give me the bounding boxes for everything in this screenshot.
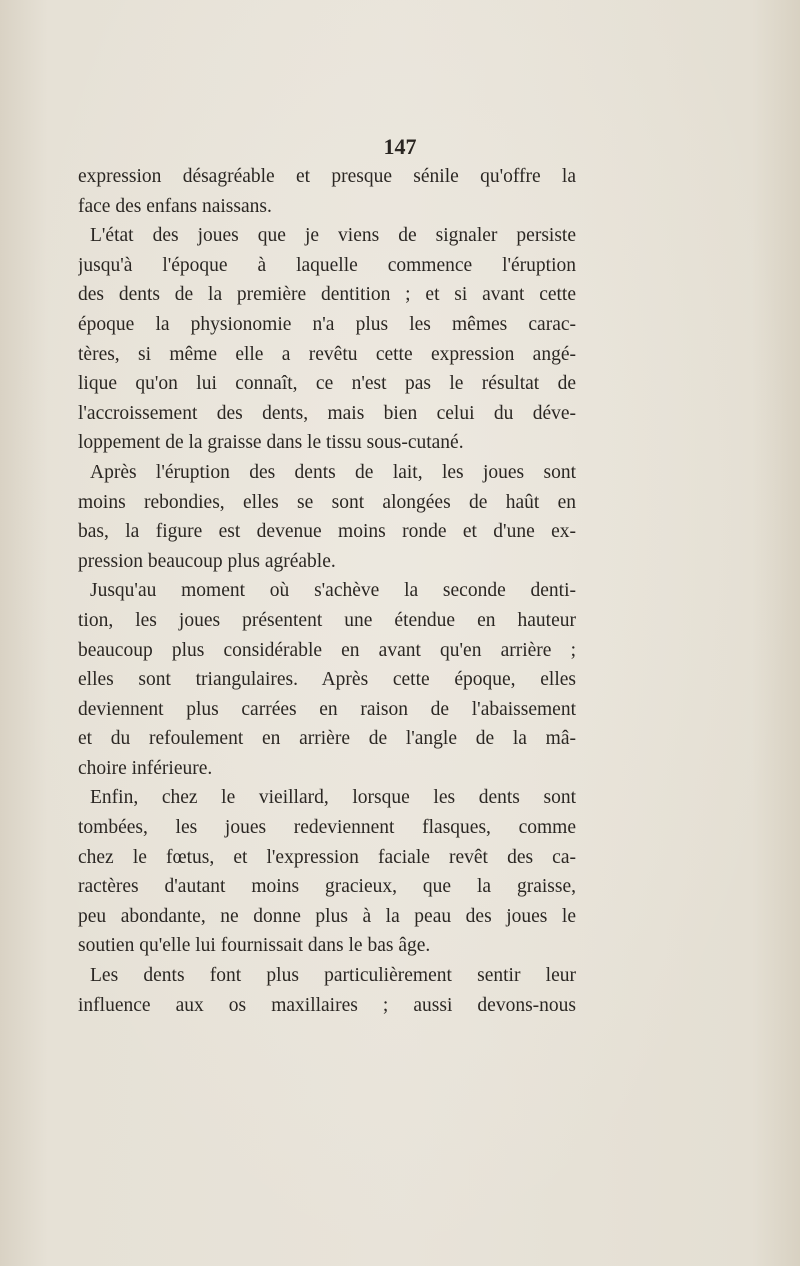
- text-line: Les dents font plus particulièrement sentir leur: [90, 965, 576, 987]
- text-line: face des enfans naissans.: [78, 195, 272, 217]
- text-line: ractères d'autant moins gracieux, que la graisse,: [78, 876, 576, 898]
- text-line: loppement de la graisse dans le tissu sous-cutané.: [78, 432, 464, 454]
- text-line: peu abondante, ne donne plus à la peau des joues le: [78, 905, 576, 927]
- text-line: bas, la figure est devenue moins ronde et d'une ex-: [78, 521, 576, 543]
- text-line: lique qu'on lui connaît, ce n'est pas le résultat de: [78, 373, 576, 395]
- text-line: choire inférieure.: [78, 757, 213, 779]
- text-line: l'accroissement des dents, mais bien celui du déve-: [78, 402, 576, 424]
- text-line: tion, les joues présentent une étendue en hauteur: [78, 609, 576, 631]
- text-line: elles sont triangulaires. Après cette époque, elles: [78, 669, 576, 691]
- text-line: des dents de la première dentition ; et si avant cette: [78, 284, 576, 306]
- text-line: chez le fœtus, et l'expression faciale revêt des ca-: [78, 846, 576, 868]
- text-line: influence aux os maxillaires ; aussi devons-nous: [78, 994, 576, 1016]
- body-text: [78, 162, 576, 1020]
- text-line: Après l'éruption des dents de lait, les joues sont: [90, 461, 576, 483]
- text-line: Jusqu'au moment où s'achève la seconde denti-: [90, 580, 576, 602]
- text-line: L'état des joues que je viens de signaler persiste: [90, 225, 576, 247]
- text-line: Enfin, chez le vieillard, lorsque les dents sont: [90, 787, 576, 809]
- text-line: et du refoulement en arrière de l'angle de la mâ-: [78, 728, 576, 750]
- text-line: moins rebondies, elles se sont alongées de haût en: [78, 491, 576, 513]
- text-line: beaucoup plus considérable en avant qu'en arrière ;: [78, 639, 576, 661]
- text-line: tombées, les joues redeviennent flasques, comme: [78, 817, 576, 839]
- text-line: pression beaucoup plus agréable.: [78, 550, 336, 572]
- text-line: soutien qu'elle lui fournissait dans le bas âge.: [78, 935, 431, 957]
- text-line: époque la physionomie n'a plus les mêmes carac-: [78, 313, 576, 335]
- text-line: deviennent plus carrées en raison de l'abaissement: [78, 698, 576, 720]
- page-number: 147: [383, 134, 417, 159]
- text-line: tères, si même elle a revêtu cette expression angé-: [78, 343, 576, 365]
- text-line: jusqu'à l'époque à laquelle commence l'éruption: [78, 254, 576, 276]
- text-line: expression désagréable et presque sénile qu'offre la: [78, 166, 576, 187]
